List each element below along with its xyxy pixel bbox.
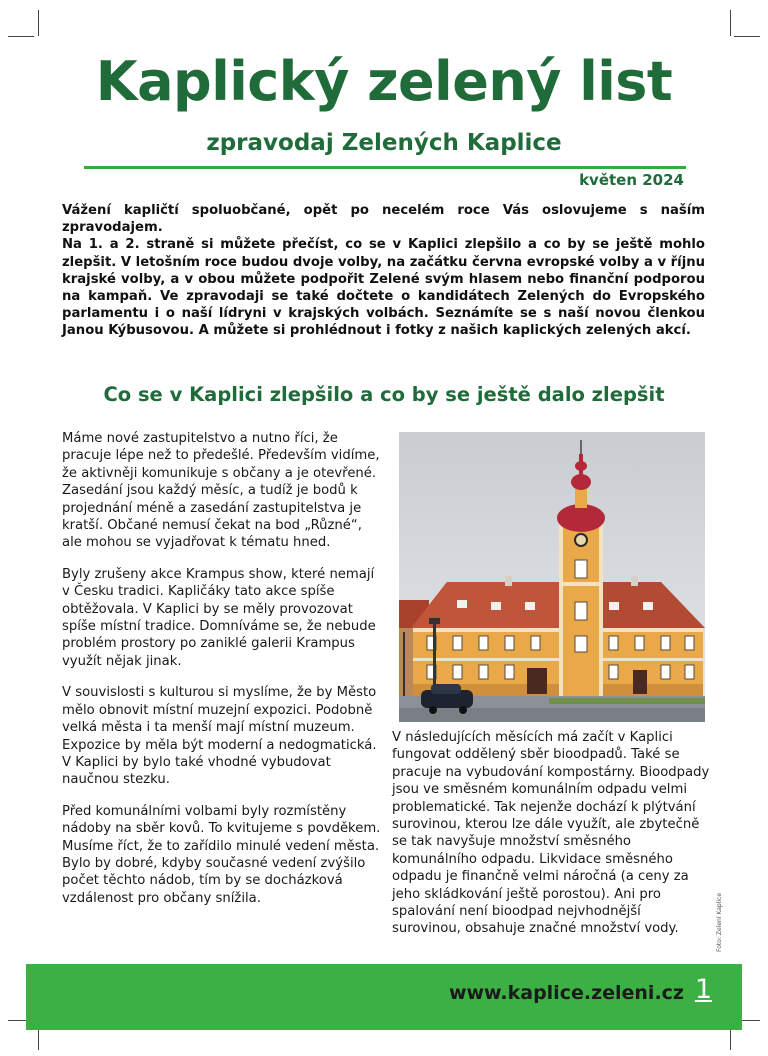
article-right-column [392,729,712,938]
newsletter-title: Kaplický zelený list [95,50,673,113]
page-number: 1 [694,974,712,1005]
crop-mark [38,10,39,36]
article-paragraph: V následujících měsících má začít v Kaplici fungovat oddělený sběr bioodpadů. Také se pracuje na vybudování kompostárny. Bioodpady jsou ve směsném komunálním odpadu velmi problematické. Tak nejenže dochází k plýtvání surovinou, kterou lze dále využít, ale zbytečně se tak navyšuje množství směsného komunálního odpadu. Likvidace směsného odpadu je finančně velmi náročná (a ceny za jeho skládkování ještě porostou). Ani pro spalování není bioodpad nejvhodnější surovinou, obsahuje značné množství vody. [392,730,710,937]
article-paragraph: Před komunálními volbami byly rozmístěny nádoby na sběr kovů. To kvitujeme s povděkem. Musíme říct, že to zařídilo minulé vedení města. Bylo by dobré, kdyby současné vedení zvýšilo počet těchto nádob, tím by se docházková vzdálenost pro občany snížila. [62,803,381,906]
issue-date: květen 2024 [579,171,684,189]
crop-mark [734,36,760,37]
newsletter-subtitle: zpravodaj Zelených Kaplice [206,130,562,156]
intro-block [62,202,705,340]
article-paragraph: Máme nové zastupitelstvo a nutno říci, že pracuje lépe než to předešlé. Především vidíme, že aktivněji komunikuje s občany a je otevřené. Zasedání jsou každý měsíc, a tudíž je bodů k projednání méně a zasedání zastupitelstva je kratší. Občané nemusí čekat na bod „Různé“, ale mohou se vyjadřovat k tématu hned. [62,431,380,551]
article-heading: Co se v Kaplici zlepšilo a co by se ještě dalo zlepšit [103,383,665,406]
article-paragraph: Byly zrušeny akce Krampus show, které nemají v Česku tradici. Kapličáky tato akce spíše obtěžovala. V Kaplici by se měly provozovat spíše místní tradice. Domníváme se, že nebude problém prostory po zaniklé galerii Krampus využít nějak jinak. [62,566,376,669]
article-paragraph: V souvislosti s kulturou si myslíme, že by Město mělo obnovit místní muzejní expozici. Podobně velká města i ta menší mají místní muzeum. Expozice by měla být moderní a nedogmatická. V Kaplici by bylo také vhodné vybudovat naučnou stezku. [62,685,377,788]
crop-mark [730,10,731,36]
photo-credit-text: Foto: Zelení Kaplice [716,892,723,952]
intro-greeting: Vážení kapličtí spoluobčané, opět po necelém roce Vás oslovujeme s naším zpravodajem. [62,203,705,236]
article-left-column [62,430,382,921]
intro-summary: Na 1. a 2. straně si můžete přečíst, co se v Kaplici zlepšilo a co by se ještě mohlo zlepšit. V letošním roce budou dvoje volby, na začátku června evropské volby a v říjnu krajské volby, a v obou můžete podpořit Zelené svým hlasem nebo finanční podporou na kampaň. Ve zpravodaji se také dočtete o kandidátech Zelených do Evropského parlamentu i o naší lídryni v krajských volbách. Seznámíte se s naší novou členkou Janou Kýbusovou. A můžete si prohlédnout i fotky z našich kaplických zelených akcí. [62,237,705,339]
crop-mark [8,36,34,37]
photo-credit [716,888,726,958]
footer-band [26,964,742,1030]
town-hall-photo [399,432,705,722]
website-link[interactable]: www.kaplice.zeleni.cz [448,982,684,1004]
title-divider [84,166,686,169]
